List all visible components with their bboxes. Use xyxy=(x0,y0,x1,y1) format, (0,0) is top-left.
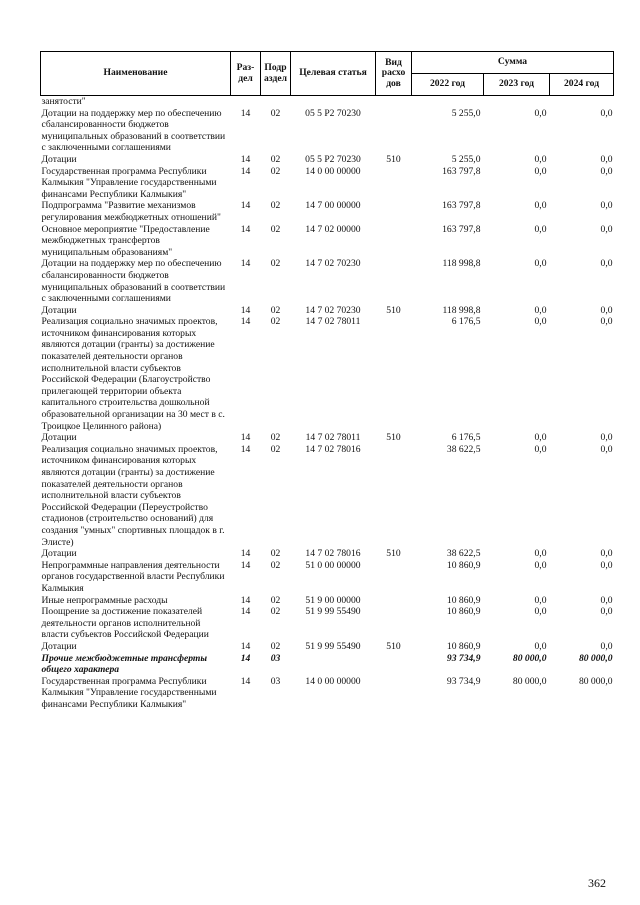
row-sum-2024: 0,0 xyxy=(600,559,613,571)
row-razdel: 14 xyxy=(240,316,251,328)
row-razdel: 14 xyxy=(240,606,251,618)
row-tselevaya: 05 5 P2 70230 xyxy=(305,107,361,119)
table-row xyxy=(41,305,614,317)
row-vid xyxy=(376,166,412,201)
row-sum-2023: 0,0 xyxy=(534,223,547,235)
row-podrazdel: 02 xyxy=(270,640,281,652)
row-sum-2022: 10 860,9 xyxy=(446,594,481,606)
row-razdel: 14 xyxy=(240,652,251,664)
row-tselevaya: 14 7 02 00000 xyxy=(305,223,361,235)
row-sum-2022: 118 998,8 xyxy=(442,258,481,270)
page-number: 362 xyxy=(588,876,606,890)
row-sum-2024: 0,0 xyxy=(600,153,613,165)
row-sum-2023: 0,0 xyxy=(534,640,547,652)
row-podrazdel: 02 xyxy=(270,304,281,316)
row-razdel: 14 xyxy=(240,559,251,571)
row-sum-2023: 0,0 xyxy=(534,316,547,328)
header-tselevaya: Целевая статья xyxy=(291,52,376,96)
row-name: Дотации xyxy=(41,432,77,444)
row-sum-2024: 0,0 xyxy=(600,223,613,235)
row-name: Подпрограмма "Развитие механизмов регулирования межбюджетных отношений" xyxy=(41,200,221,223)
row-razdel: 14 xyxy=(240,165,251,177)
row-name: Реализация социально значимых проектов, источником финансирования которых являются дотации (гранты) за достижение показателей деятельности органов исполнительной власти субъектов Российской Федерации (Переустройство стадионов (строительство оснований) для создания "умных" спортивных площадок в г. Элисте) xyxy=(41,443,225,548)
row-sum-2023: 0,0 xyxy=(534,165,547,177)
row-podrazdel: 02 xyxy=(270,594,281,606)
budget-table xyxy=(40,51,614,710)
row-name: занятости" xyxy=(41,96,86,107)
row-sum-2023: 0,0 xyxy=(534,200,547,212)
row-tselevaya: 14 0 00 00000 xyxy=(305,165,361,177)
row-vid xyxy=(376,316,412,432)
row-sum-2024: 0,0 xyxy=(600,258,613,270)
row-sum-2024: 80 000,0 xyxy=(578,652,613,664)
table-row xyxy=(41,108,614,154)
row-sum-2022: 38 622,5 xyxy=(446,548,481,560)
row-tselevaya: 05 5 P2 70230 xyxy=(305,153,361,165)
row-podrazdel xyxy=(261,96,291,108)
row-sum-2022: 163 797,8 xyxy=(442,165,481,177)
row-podrazdel: 02 xyxy=(270,200,281,212)
row-sum-2022: 5 255,0 xyxy=(451,107,481,119)
table-row xyxy=(41,200,614,223)
row-sum-2024: 0,0 xyxy=(600,165,613,177)
row-name: Государственная программа Республики Калмыкия "Управление государственными финансами Республики Калмыкия" xyxy=(41,675,217,710)
row-razdel: 14 xyxy=(240,258,251,270)
row-tselevaya: 51 0 00 00000 xyxy=(305,559,361,571)
row-vid: 510 xyxy=(386,432,401,444)
row-tselevaya: 14 7 02 70230 xyxy=(305,258,361,270)
row-podrazdel: 02 xyxy=(270,165,281,177)
row-vid: 510 xyxy=(386,304,401,316)
row-sum-2023: 80 000,0 xyxy=(512,652,547,664)
row-name: Дотации xyxy=(41,304,77,316)
row-sum-2023: 0,0 xyxy=(534,443,547,455)
row-sum-2024: 0,0 xyxy=(600,594,613,606)
row-sum-2023: 80 000,0 xyxy=(512,675,547,687)
row-name: Дотации xyxy=(41,548,77,560)
row-name: Дотации xyxy=(41,153,77,165)
row-sum-2022: 118 998,8 xyxy=(442,304,481,316)
row-tselevaya xyxy=(291,96,376,108)
row-sum-2024: 0,0 xyxy=(600,548,613,560)
row-razdel: 14 xyxy=(240,548,251,560)
row-sum-2023: 0,0 xyxy=(534,153,547,165)
row-name: Государственная программа Республики Калмыкия "Управление государственными финансами Республики Калмыкия" xyxy=(41,165,217,200)
row-tselevaya xyxy=(291,653,376,676)
row-sum-2024: 0,0 xyxy=(600,200,613,212)
row-sum-2024 xyxy=(550,96,614,108)
row-podrazdel: 02 xyxy=(270,223,281,235)
row-podrazdel: 02 xyxy=(270,153,281,165)
row-vid xyxy=(376,653,412,676)
row-sum-2024: 0,0 xyxy=(600,304,613,316)
row-podrazdel: 02 xyxy=(270,606,281,618)
row-sum-2022: 163 797,8 xyxy=(442,200,481,212)
row-razdel: 14 xyxy=(240,432,251,444)
row-vid xyxy=(376,200,412,223)
row-sum-2024: 80 000,0 xyxy=(578,675,613,687)
header-podrazdel: Подр аздел xyxy=(261,52,291,96)
row-sum-2023: 0,0 xyxy=(534,432,547,444)
row-vid: 510 xyxy=(386,153,401,165)
row-razdel: 14 xyxy=(240,304,251,316)
row-tselevaya: 14 7 00 00000 xyxy=(305,200,361,212)
row-sum-2024: 0,0 xyxy=(600,432,613,444)
table-row xyxy=(41,96,614,108)
row-tselevaya: 14 7 02 78011 xyxy=(305,316,361,328)
row-sum-2024: 0,0 xyxy=(600,316,613,328)
row-name: Реализация социально значимых проектов, источником финансирования которых являются дотации (гранты) за достижение показателей деятельности органов исполнительной власти субъектов Российской Федерации (Благоустройство прилегающей территории объекта капитального строительства дошкольной образовательной организации на 30 мест в с. Троицкое Целинного района) xyxy=(41,316,225,432)
table-row xyxy=(41,653,614,676)
header-2023: 2023 год xyxy=(484,74,550,96)
row-razdel: 14 xyxy=(240,223,251,235)
row-tselevaya: 14 7 02 78011 xyxy=(305,432,361,444)
row-sum-2023: 0,0 xyxy=(534,594,547,606)
row-sum-2023: 0,0 xyxy=(534,304,547,316)
row-sum-2022: 10 860,9 xyxy=(446,559,481,571)
row-name: Иные непрограммные расходы xyxy=(41,594,168,606)
row-vid: 510 xyxy=(386,640,401,652)
row-sum-2022: 163 797,8 xyxy=(442,223,481,235)
row-podrazdel: 02 xyxy=(270,432,281,444)
row-tselevaya: 14 0 00 00000 xyxy=(305,675,361,687)
row-tselevaya: 51 9 99 55490 xyxy=(305,640,361,652)
row-razdel: 14 xyxy=(240,640,251,652)
header-2022: 2022 год xyxy=(412,74,484,96)
table-row xyxy=(41,432,614,444)
row-podrazdel: 02 xyxy=(270,548,281,560)
row-vid xyxy=(376,108,412,154)
row-podrazdel: 02 xyxy=(270,107,281,119)
row-name: Основное мероприятие "Предоставление межбюджетных трансфертов муниципальным образованиям" xyxy=(41,223,210,258)
row-sum-2022: 6 176,5 xyxy=(451,316,481,328)
row-podrazdel: 02 xyxy=(270,559,281,571)
header-2024: 2024 год xyxy=(550,74,614,96)
row-sum-2022: 10 860,9 xyxy=(446,640,481,652)
row-tselevaya: 51 9 99 55490 xyxy=(305,606,361,618)
table-row xyxy=(41,641,614,653)
header-razdel: Раз- дел xyxy=(231,52,261,96)
row-sum-2023: 0,0 xyxy=(534,107,547,119)
row-sum-2023: 0,0 xyxy=(534,258,547,270)
row-vid xyxy=(376,606,412,641)
row-razdel: 14 xyxy=(240,443,251,455)
table-row xyxy=(41,224,614,259)
row-sum-2023: 0,0 xyxy=(534,606,547,618)
row-razdel: 14 xyxy=(240,153,251,165)
row-podrazdel: 03 xyxy=(270,675,281,687)
table-row xyxy=(41,258,614,304)
table-row xyxy=(41,606,614,641)
row-vid xyxy=(376,595,412,607)
row-razdel: 14 xyxy=(240,675,251,687)
row-tselevaya: 14 7 02 78016 xyxy=(305,443,361,455)
row-sum-2022 xyxy=(412,96,484,108)
row-vid xyxy=(376,676,412,711)
row-podrazdel: 03 xyxy=(270,652,281,664)
row-name: Дотации на поддержку мер по обеспечению сбалансированности бюджетов муниципальных образований в соответствии с заключенными соглашениями xyxy=(41,258,226,305)
row-razdel xyxy=(231,96,261,108)
table-row xyxy=(41,154,614,166)
row-vid xyxy=(376,224,412,259)
row-sum-2023: 0,0 xyxy=(534,559,547,571)
row-sum-2022: 5 255,0 xyxy=(451,153,481,165)
table-row xyxy=(41,548,614,560)
row-podrazdel: 02 xyxy=(270,258,281,270)
row-vid xyxy=(376,96,412,108)
row-vid xyxy=(376,560,412,595)
table-row xyxy=(41,316,614,432)
row-sum-2024: 0,0 xyxy=(600,606,613,618)
header-summa: Сумма xyxy=(412,52,614,74)
table-row xyxy=(41,444,614,548)
row-sum-2022: 10 860,9 xyxy=(446,606,481,618)
header-name: Наименование xyxy=(41,52,231,96)
row-sum-2023: 0,0 xyxy=(534,548,547,560)
table-row xyxy=(41,595,614,607)
row-razdel: 14 xyxy=(240,200,251,212)
header-vid: Вид расхо дов xyxy=(376,52,412,96)
row-vid: 510 xyxy=(386,548,401,560)
row-sum-2024: 0,0 xyxy=(600,443,613,455)
row-sum-2024: 0,0 xyxy=(600,640,613,652)
table-row xyxy=(41,676,614,711)
row-vid xyxy=(376,444,412,548)
row-sum-2024: 0,0 xyxy=(600,107,613,119)
row-name: Прочие межбюджетные трансферты общего характера xyxy=(41,652,208,676)
row-sum-2022: 93 734,9 xyxy=(446,675,481,687)
row-vid xyxy=(376,258,412,304)
row-name: Непрограммные направления деятельности органов государственной власти Республики Калмыкия xyxy=(41,559,225,594)
table-row xyxy=(41,560,614,595)
row-tselevaya: 14 7 02 70230 xyxy=(305,304,361,316)
row-tselevaya: 14 7 02 78016 xyxy=(305,548,361,560)
row-razdel: 14 xyxy=(240,107,251,119)
table-row xyxy=(41,166,614,201)
row-name: Поощрение за достижение показателей деятельности органов исполнительной власти субъектов Российской Федерации xyxy=(41,606,209,641)
row-razdel: 14 xyxy=(240,594,251,606)
row-sum-2023 xyxy=(484,96,550,108)
row-name: Дотации xyxy=(41,640,77,652)
row-sum-2022: 6 176,5 xyxy=(451,432,481,444)
row-podrazdel: 02 xyxy=(270,316,281,328)
row-name: Дотации на поддержку мер по обеспечению сбалансированности бюджетов муниципальных образований в соответствии с заключенными соглашениями xyxy=(41,107,226,154)
row-sum-2022: 38 622,5 xyxy=(446,443,481,455)
row-podrazdel: 02 xyxy=(270,443,281,455)
row-sum-2022: 93 734,9 xyxy=(446,652,481,664)
row-tselevaya: 51 9 00 00000 xyxy=(305,594,361,606)
